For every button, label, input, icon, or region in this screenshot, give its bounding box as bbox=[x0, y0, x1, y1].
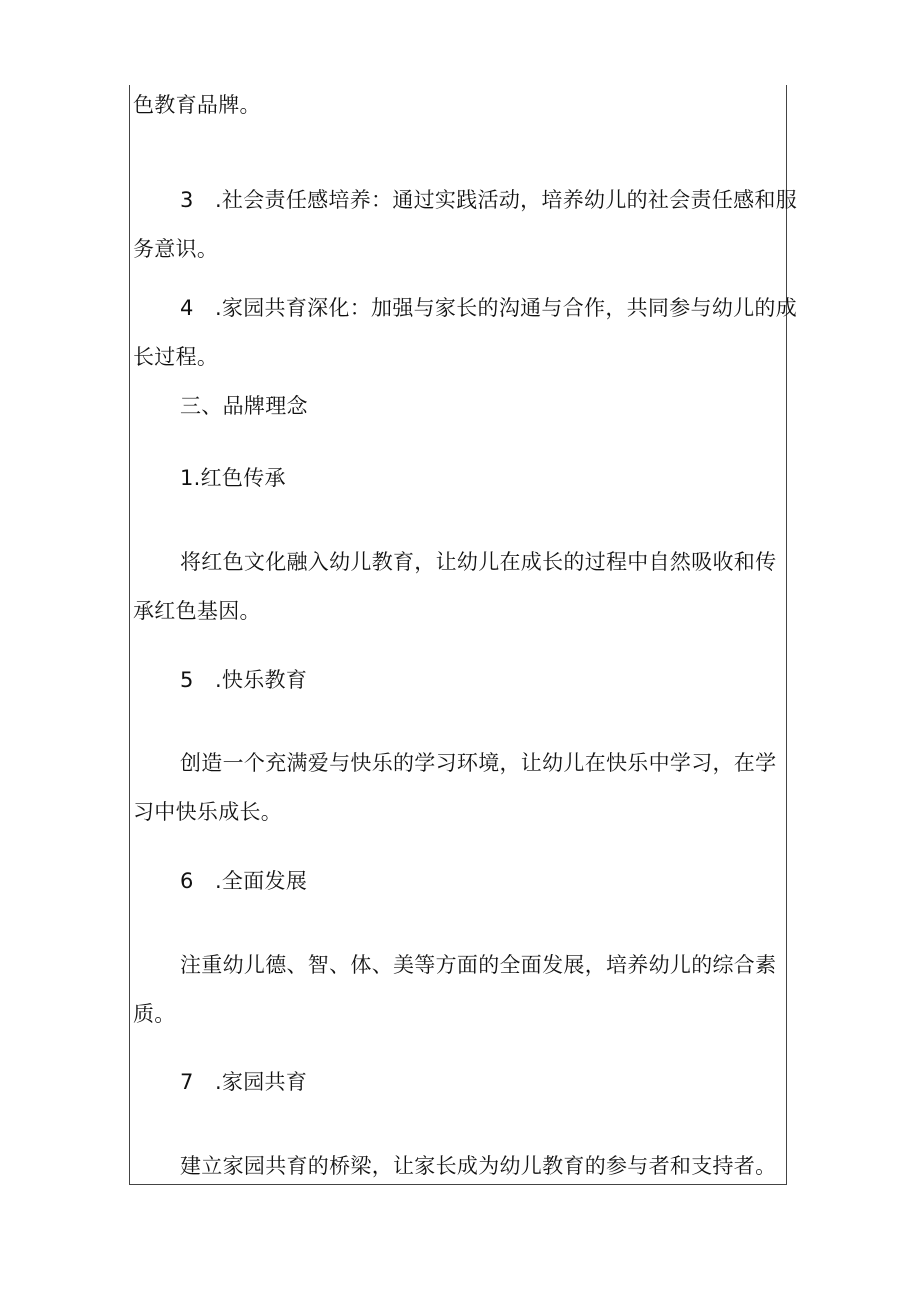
paragraph-line: 承红色基因。 bbox=[133, 599, 261, 623]
paragraph-line: 将红色文化融入幼儿教育，让幼儿在成长的过程中自然吸收和传 bbox=[180, 550, 777, 574]
list-item-3: 3 .社会责任感培养：通过实践活动，培养幼儿的社会责任感和服 bbox=[180, 188, 798, 212]
paragraph-line: 长过程。 bbox=[133, 345, 219, 369]
section-heading: 三、品牌理念 bbox=[180, 394, 308, 418]
list-item-4: 4 .家园共育深化：加强与家长的沟通与合作，共同参与幼儿的成 bbox=[180, 296, 798, 320]
paragraph-line: 质。 bbox=[133, 1002, 176, 1026]
paragraph-line: 务意识。 bbox=[133, 237, 219, 261]
document-frame bbox=[129, 85, 787, 1185]
subheading-home-school: 7 .家园共育 bbox=[180, 1070, 308, 1094]
paragraph-line: 习中快乐成长。 bbox=[133, 800, 283, 824]
subheading-red-heritage: 1.红色传承 bbox=[180, 466, 286, 490]
subheading-all-round-development: 6 .全面发展 bbox=[180, 869, 308, 893]
paragraph-line: 创造一个充满爱与快乐的学习环境，让幼儿在快乐中学习，在学 bbox=[180, 751, 777, 775]
subheading-happy-education: 5 .快乐教育 bbox=[180, 668, 308, 692]
paragraph-line: 注重幼儿德、智、体、美等方面的全面发展，培养幼儿的综合素 bbox=[180, 953, 777, 977]
paragraph-line: 建立家园共育的桥梁，让家长成为幼儿教育的参与者和支持者。 bbox=[180, 1154, 777, 1178]
paragraph-line: 色教育品牌。 bbox=[133, 93, 261, 117]
